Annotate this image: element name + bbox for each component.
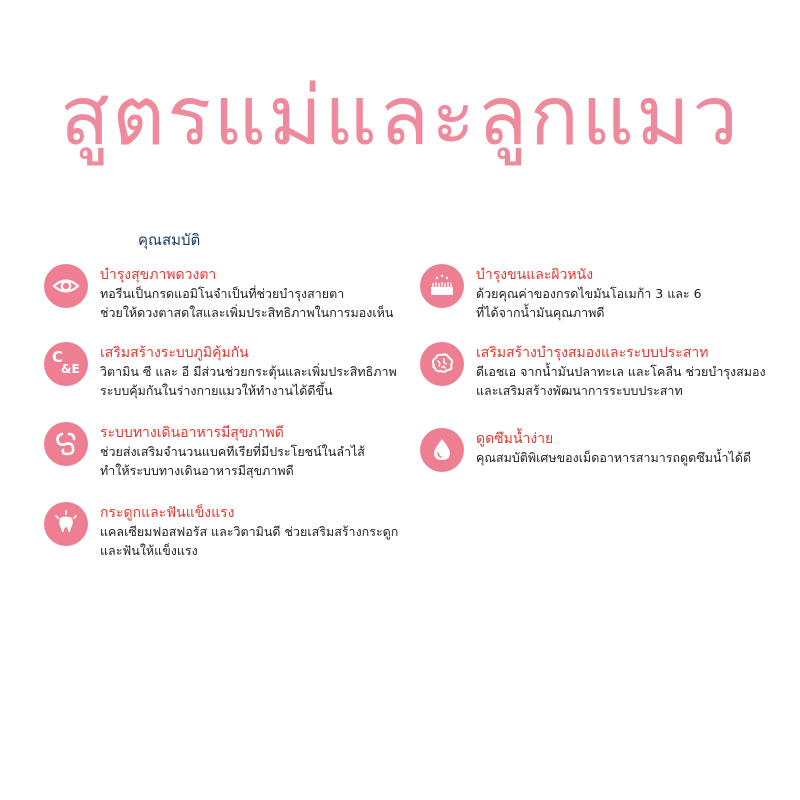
feature-desc-line: ด้วยคุณค่าของกรดไขมันโอเมก้า 3 และ 6 [476, 286, 702, 301]
digestion-icon [44, 422, 88, 466]
feature-immunity [44, 342, 404, 402]
skin-icon [420, 264, 464, 308]
icon-letter-c: C [52, 348, 64, 366]
feature-digestion [44, 422, 404, 482]
feature-description [476, 362, 796, 400]
feature-brain-nerve [420, 342, 780, 402]
feature-desc-line: ช่วยให้ดวงตาสดใสและเพิ่มประสิทธิภาพในการมองเห็น [100, 305, 394, 320]
feature-eye-health [44, 264, 404, 324]
feature-desc-line: แคลเซียมฟอสฟอรัส และวิตามินดี ช่วยเสริมสร้างกระดูก [100, 524, 399, 539]
page-title: สูตรแม่และลูกแมว [59, 69, 741, 164]
feature-desc-line: ระบบคุ้มกันในร่างกายแมวให้ทำงานได้ดีขึ้น [100, 383, 333, 398]
water-drop-icon [420, 428, 464, 472]
feature-title: บำรุงขนและผิวหนัง [476, 267, 594, 283]
brain-icon [420, 342, 464, 386]
feature-description [100, 284, 420, 322]
feature-desc-line: และเสริมสร้างพัฒนาการระบบประสาท [476, 383, 683, 398]
feature-desc-line: ทอรีนเป็นกรดแอมิโนจำเป็นที่ช่วยบำรุงสายตา [100, 286, 345, 301]
feature-title: บำรุงสุขภาพดวงตา [100, 267, 217, 283]
feature-desc-line: ช่วยส่งเสริมจำนวนแบคทีเรียที่มีประโยชน์ในลำไส้ [100, 444, 365, 459]
feature-description [100, 362, 420, 400]
feature-title: ระบบทางเดินอาหารมีสุขภาพดี [100, 425, 284, 441]
feature-desc-line: วิตามิน ซี และ อี มีส่วนช่วยกระตุ้นและเพิ่มประสิทธิภาพ [100, 364, 397, 379]
feature-description [100, 522, 420, 560]
feature-desc-line: ดีเอชเอ จากน้ำมันปลาทะเล และโคลีน ช่วยบำรุงสมอง [476, 364, 766, 379]
feature-water-absorption [420, 428, 780, 488]
feature-bones-teeth [44, 502, 404, 562]
feature-title: กระดูกและฟันแข็งแรง [100, 505, 235, 521]
eye-icon [44, 264, 88, 308]
feature-description [476, 284, 796, 322]
feature-skin-fur [420, 264, 780, 324]
section-label: คุณสมบัติ [138, 231, 201, 249]
feature-desc-line: และฟันให้แข็งแรง [100, 543, 198, 558]
feature-desc-line: ที่ได้จากน้ำมันคุณภาพดี [476, 305, 605, 320]
feature-title: ดูดซึมน้ำง่าย [476, 431, 554, 447]
icon-letter-e: &E [61, 362, 80, 376]
feature-desc-line: คุณสมบัติพิเศษของเม็ดอาหารสามารถดูดซึมน้ำได้ดี [476, 450, 752, 465]
tooth-icon [44, 502, 88, 546]
feature-title: เสริมสร้างระบบภูมิคุ้มกัน [100, 345, 249, 361]
vitamin-ce-icon [44, 342, 88, 386]
feature-description [476, 448, 796, 467]
feature-desc-line: ทำให้ระบบทางเดินอาหารมีสุขภาพดี [100, 463, 294, 478]
feature-description [100, 442, 420, 480]
feature-title: เสริมสร้างบำรุงสมองและระบบประสาท [476, 345, 709, 361]
